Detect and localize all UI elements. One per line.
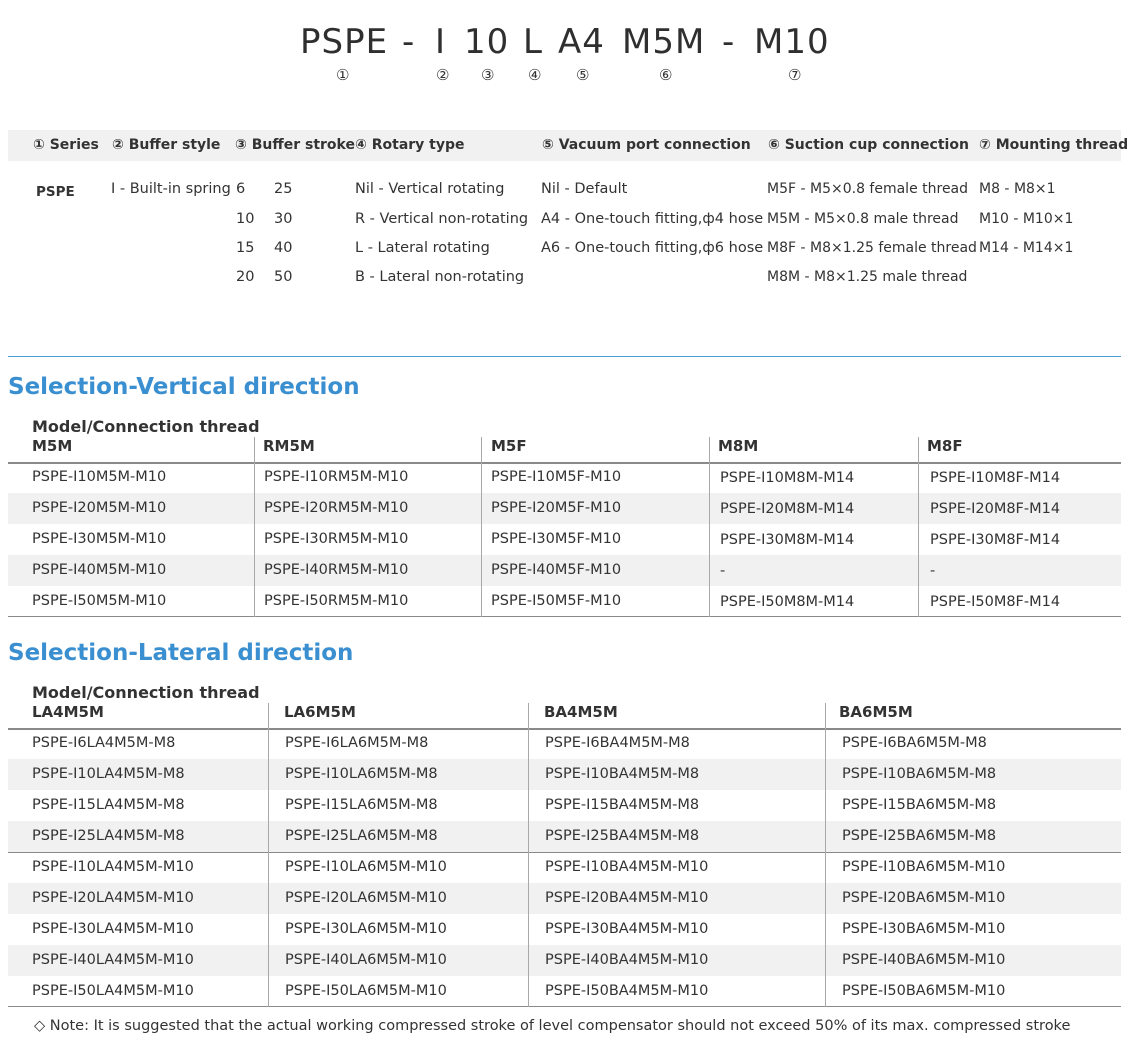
spec-vacuum: Nil - Default bbox=[541, 181, 628, 197]
code-part-dash: - bbox=[402, 22, 416, 62]
spec-vacuum: A6 - One-touch fitting,ф6 hose bbox=[541, 240, 764, 256]
vertical-table-caption: Model/Connection thread bbox=[32, 417, 260, 436]
lateral-bottom-rule bbox=[8, 1006, 1121, 1007]
lateral-cell: PSPE-I10LA4M5M-M8 bbox=[32, 766, 185, 782]
spec-stroke: 20 bbox=[236, 269, 255, 285]
lateral-cell: PSPE-I30BA4M5M-M10 bbox=[545, 921, 709, 937]
lateral-cell: PSPE-I50BA4M5M-M10 bbox=[545, 983, 709, 999]
vertical-col-rm5m: RM5M bbox=[263, 437, 315, 455]
spec-stroke: 25 bbox=[274, 181, 293, 197]
lateral-cell: PSPE-I40BA6M5M-M10 bbox=[842, 952, 1006, 968]
lateral-cell: PSPE-I6BA6M5M-M8 bbox=[842, 735, 987, 751]
spec-stroke: 50 bbox=[274, 269, 293, 285]
lateral-cell: PSPE-I10LA4M5M-M10 bbox=[32, 859, 194, 875]
lateral-col-divider bbox=[825, 703, 826, 1007]
spec-mounting: M8 - M8×1 bbox=[979, 181, 1056, 197]
lateral-cell: PSPE-I25BA6M5M-M8 bbox=[842, 828, 997, 844]
vertical-cell: PSPE-I30M5M-M10 bbox=[32, 531, 167, 547]
lateral-cell: PSPE-I10BA4M5M-M10 bbox=[545, 859, 709, 875]
lateral-cell: PSPE-I25BA4M5M-M8 bbox=[545, 828, 700, 844]
vertical-cell: PSPE-I40M5M-M10 bbox=[32, 562, 167, 578]
vertical-cell: PSPE-I30RM5M-M10 bbox=[264, 531, 409, 547]
lateral-cell: PSPE-I50BA6M5M-M10 bbox=[842, 983, 1006, 999]
lateral-col-divider bbox=[268, 703, 269, 1007]
lateral-cell: PSPE-I20BA4M5M-M10 bbox=[545, 890, 709, 906]
footnote: ◇ Note: It is suggested that the actual working compressed stroke of level compensator should not exceed 50% of its max. compressed stroke bbox=[34, 1018, 1071, 1034]
lateral-cell: PSPE-I6BA4M5M-M8 bbox=[545, 735, 690, 751]
spec-header-vacuum: ⑤ Vacuum port connection bbox=[542, 137, 751, 153]
lateral-cell: PSPE-I40LA6M5M-M10 bbox=[285, 952, 447, 968]
vertical-col-divider bbox=[481, 437, 482, 617]
lateral-col-la4m5m: LA4M5M bbox=[32, 703, 104, 721]
lateral-cell: PSPE-I20LA6M5M-M10 bbox=[285, 890, 447, 906]
spec-vacuum: A4 - One-touch fitting,ф4 hose bbox=[541, 211, 764, 227]
vertical-cell: - bbox=[720, 563, 726, 579]
lateral-cell: PSPE-I20LA4M5M-M10 bbox=[32, 890, 194, 906]
lateral-cell: PSPE-I40LA4M5M-M10 bbox=[32, 952, 194, 968]
spec-header-buffer-stroke: ③ Buffer stroke bbox=[235, 137, 355, 153]
lateral-col-la6m5m: LA6M5M bbox=[284, 703, 356, 721]
lateral-cell: PSPE-I15LA4M5M-M8 bbox=[32, 797, 185, 813]
lateral-cell: PSPE-I25LA4M5M-M8 bbox=[32, 828, 185, 844]
vertical-col-divider bbox=[254, 437, 255, 617]
marker-1: ① bbox=[336, 66, 350, 84]
vertical-cell: PSPE-I50M8F-M14 bbox=[930, 594, 1061, 610]
lateral-section-title: Selection-Lateral direction bbox=[8, 640, 354, 666]
lateral-table-caption: Model/Connection thread bbox=[32, 683, 260, 702]
marker-7: ⑦ bbox=[788, 66, 802, 84]
marker-4: ④ bbox=[528, 66, 542, 84]
code-part-vacuum: A4 bbox=[558, 22, 605, 62]
vertical-cell: PSPE-I30M8M-M14 bbox=[720, 532, 855, 548]
spec-header bbox=[8, 130, 1129, 161]
vertical-col-m5m: M5M bbox=[32, 437, 73, 455]
lateral-cell: PSPE-I10BA6M5M-M10 bbox=[842, 859, 1006, 875]
vertical-bottom-rule bbox=[8, 616, 1121, 617]
model-code bbox=[0, 22, 1130, 66]
spec-mounting: M14 - M14×1 bbox=[979, 240, 1074, 256]
vertical-col-divider bbox=[918, 437, 919, 617]
spec-rotary: R - Vertical non-rotating bbox=[355, 211, 529, 227]
lateral-cell: PSPE-I10LA6M5M-M8 bbox=[285, 766, 438, 782]
lateral-cell: PSPE-I10BA4M5M-M8 bbox=[545, 766, 700, 782]
section-divider bbox=[8, 356, 1121, 357]
code-part-mounting: M10 bbox=[754, 22, 830, 62]
vertical-cell: PSPE-I20RM5M-M10 bbox=[264, 500, 409, 516]
vertical-col-m5f: M5F bbox=[491, 437, 527, 455]
lateral-cell: PSPE-I30LA6M5M-M10 bbox=[285, 921, 447, 937]
marker-2: ② bbox=[436, 66, 450, 84]
marker-6: ⑥ bbox=[659, 66, 673, 84]
vertical-section-title: Selection-Vertical direction bbox=[8, 374, 360, 400]
vertical-cell: PSPE-I50RM5M-M10 bbox=[264, 593, 409, 609]
spec-stroke: 10 bbox=[236, 211, 255, 227]
spec-suction: M8F - M8×1.25 female thread bbox=[767, 240, 977, 256]
vertical-cell: PSPE-I40M5F-M10 bbox=[491, 562, 622, 578]
lateral-cell: PSPE-I25LA6M5M-M8 bbox=[285, 828, 438, 844]
spec-mounting: M10 - M10×1 bbox=[979, 211, 1074, 227]
lateral-col-divider bbox=[528, 703, 529, 1007]
vertical-cell: PSPE-I50M5F-M10 bbox=[491, 593, 622, 609]
lateral-cell: PSPE-I30BA6M5M-M10 bbox=[842, 921, 1006, 937]
vertical-cell: PSPE-I20M5M-M10 bbox=[32, 500, 167, 516]
spec-rotary: L - Lateral rotating bbox=[355, 240, 490, 256]
vertical-cell: PSPE-I50M5M-M10 bbox=[32, 593, 167, 609]
vertical-cell: PSPE-I10M8M-M14 bbox=[720, 470, 855, 486]
spec-header-mounting: ⑦ Mounting thread bbox=[979, 137, 1129, 153]
vertical-cell: PSPE-I10M5F-M10 bbox=[491, 469, 622, 485]
lateral-cell: PSPE-I50LA6M5M-M10 bbox=[285, 983, 447, 999]
spec-stroke: 6 bbox=[236, 181, 246, 197]
lateral-cell: PSPE-I50LA4M5M-M10 bbox=[32, 983, 194, 999]
lateral-cell: PSPE-I10BA6M5M-M8 bbox=[842, 766, 997, 782]
code-part-suction: M5M bbox=[622, 22, 706, 62]
lateral-cell: PSPE-I10LA6M5M-M10 bbox=[285, 859, 447, 875]
vertical-cell: PSPE-I20M8M-M14 bbox=[720, 501, 855, 517]
lateral-cell: PSPE-I15BA4M5M-M8 bbox=[545, 797, 700, 813]
lateral-cell: PSPE-I40BA4M5M-M10 bbox=[545, 952, 709, 968]
spec-header-suction: ⑥ Suction cup connection bbox=[768, 137, 969, 153]
vertical-cell: PSPE-I50M8M-M14 bbox=[720, 594, 855, 610]
code-part-buffer-stroke: 10 bbox=[464, 22, 510, 62]
spec-rotary: Nil - Vertical rotating bbox=[355, 181, 505, 197]
lateral-col-ba6m5m: BA6M5M bbox=[839, 703, 913, 721]
lateral-cell: PSPE-I15BA6M5M-M8 bbox=[842, 797, 997, 813]
lateral-cell: PSPE-I6LA4M5M-M8 bbox=[32, 735, 176, 751]
vertical-cell: PSPE-I10M5M-M10 bbox=[32, 469, 167, 485]
code-part-buffer-style: I bbox=[435, 22, 447, 62]
lateral-cell: PSPE-I6LA6M5M-M8 bbox=[285, 735, 429, 751]
lateral-group-rule bbox=[8, 852, 1121, 853]
spec-stroke: 15 bbox=[236, 240, 255, 256]
code-part-series: PSPE bbox=[300, 22, 389, 62]
vertical-cell: PSPE-I10M8F-M14 bbox=[930, 470, 1061, 486]
vertical-cell: - bbox=[930, 563, 936, 579]
vertical-col-m8f: M8F bbox=[927, 437, 963, 455]
spec-buffer-style: I - Built-in spring bbox=[111, 181, 231, 197]
code-part-rotary: L bbox=[523, 22, 543, 62]
vertical-cell: PSPE-I20M8F-M14 bbox=[930, 501, 1061, 517]
spec-stroke: 30 bbox=[274, 211, 293, 227]
vertical-col-divider bbox=[709, 437, 710, 617]
lateral-header-rule bbox=[8, 728, 1121, 730]
lateral-col-ba4m5m: BA4M5M bbox=[544, 703, 618, 721]
lateral-cell: PSPE-I20BA6M5M-M10 bbox=[842, 890, 1006, 906]
spec-header-series: ① Series bbox=[33, 137, 99, 153]
vertical-cell: PSPE-I30M5F-M10 bbox=[491, 531, 622, 547]
marker-3: ③ bbox=[481, 66, 495, 84]
vertical-cell: PSPE-I40RM5M-M10 bbox=[264, 562, 409, 578]
spec-suction: M5M - M5×0.8 male thread bbox=[767, 211, 959, 227]
vertical-cell: PSPE-I30M8F-M14 bbox=[930, 532, 1061, 548]
spec-series: PSPE bbox=[36, 184, 75, 200]
lateral-cell: PSPE-I30LA4M5M-M10 bbox=[32, 921, 194, 937]
spec-rotary: B - Lateral non-rotating bbox=[355, 269, 525, 285]
vertical-cell: PSPE-I10RM5M-M10 bbox=[264, 469, 409, 485]
marker-5: ⑤ bbox=[576, 66, 590, 84]
spec-header-buffer-style: ② Buffer style bbox=[112, 137, 221, 153]
spec-stroke: 40 bbox=[274, 240, 293, 256]
code-part-dash: - bbox=[722, 22, 736, 62]
lateral-cell: PSPE-I15LA6M5M-M8 bbox=[285, 797, 438, 813]
spec-suction: M8M - M8×1.25 male thread bbox=[767, 269, 968, 285]
vertical-col-m8m: M8M bbox=[718, 437, 759, 455]
spec-suction: M5F - M5×0.8 female thread bbox=[767, 181, 969, 197]
vertical-cell: PSPE-I20M5F-M10 bbox=[491, 500, 622, 516]
vertical-header-rule bbox=[8, 462, 1121, 464]
spec-header-rotary: ④ Rotary type bbox=[355, 137, 465, 153]
